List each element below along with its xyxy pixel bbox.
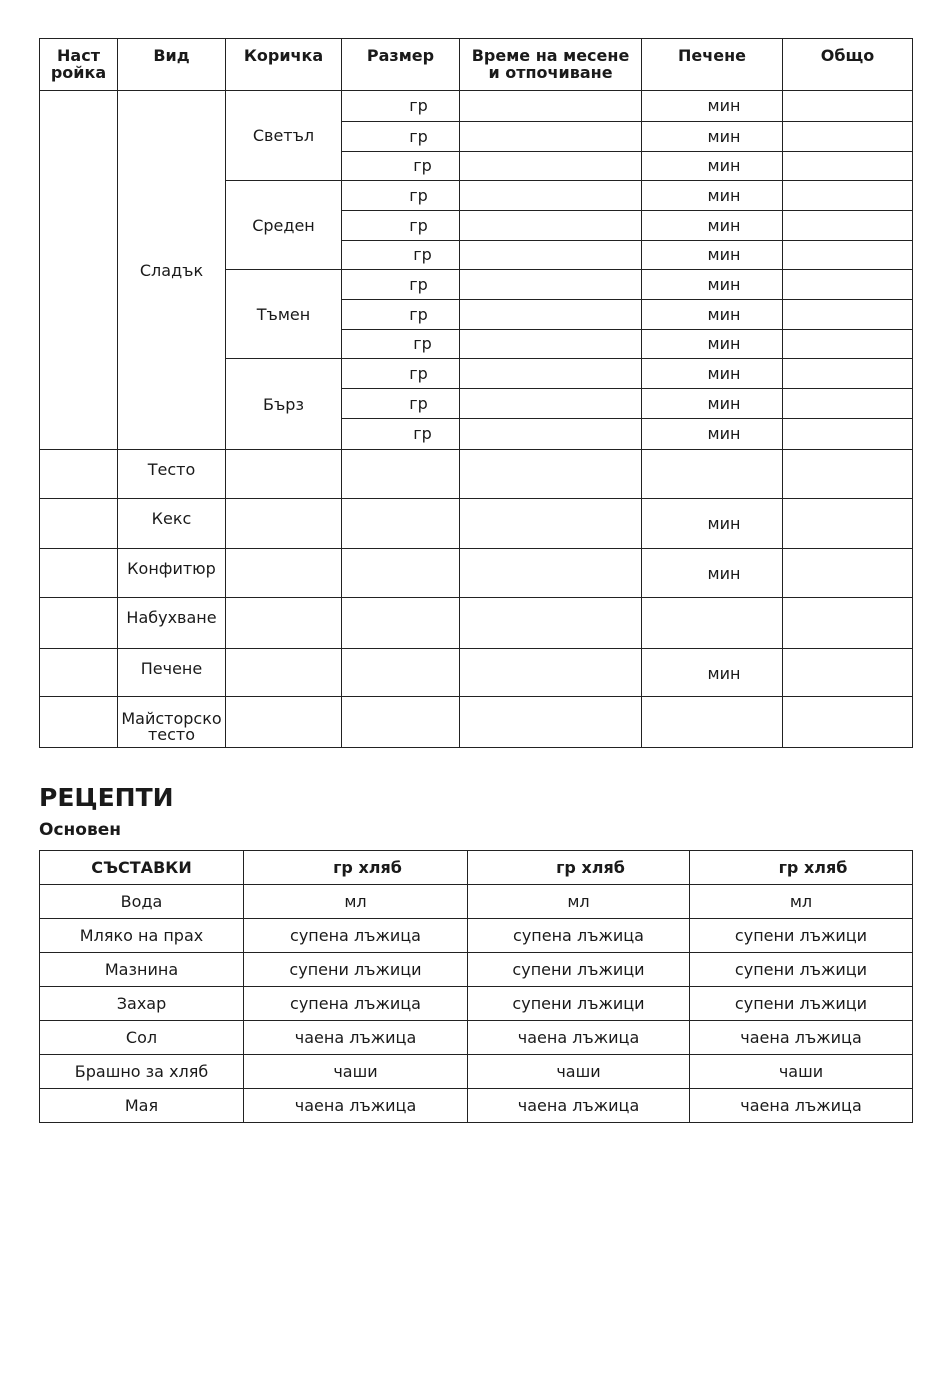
- program-row: [40, 499, 913, 549]
- recipe-row: [40, 1021, 913, 1055]
- knead-rest-cell: [460, 649, 642, 697]
- knead-rest-cell: [460, 359, 642, 389]
- type-cell: Сладък: [118, 91, 226, 450]
- ingredient-amount: супени лъжици: [244, 953, 468, 987]
- total-cell: [783, 270, 913, 300]
- bake-cell: [642, 450, 783, 499]
- ingredient-amount: мл: [468, 885, 690, 919]
- ingredient-amount: супени лъжици: [468, 953, 690, 987]
- header-total: Общо: [783, 39, 913, 91]
- size-unit: гр: [409, 304, 428, 324]
- ingredient-name: Сол: [40, 1021, 244, 1055]
- ingredient-amount: чаена лъжица: [244, 1089, 468, 1123]
- bake-cell: [642, 91, 783, 122]
- header-bake: Печене: [642, 39, 783, 91]
- total-cell: [783, 211, 913, 241]
- total-cell: [783, 598, 913, 649]
- program-row: [40, 598, 913, 649]
- ingredient-amount: супена лъжица: [244, 987, 468, 1021]
- program-type: Тесто: [118, 450, 226, 499]
- size-unit: гр: [413, 245, 432, 264]
- knead-rest-cell: [460, 270, 642, 300]
- knead-rest-cell: [460, 499, 642, 549]
- size-cell: [342, 389, 460, 419]
- ingredient-amount: супена лъжица: [244, 919, 468, 953]
- crust-cell: [226, 697, 342, 748]
- program-type: Набухване: [118, 598, 226, 649]
- total-cell: [783, 450, 913, 499]
- bake-cell: [642, 549, 783, 598]
- bake-unit: мин: [707, 424, 741, 443]
- total-cell: [783, 389, 913, 419]
- program-row: [40, 549, 913, 598]
- bake-unit: мин: [707, 363, 741, 383]
- knead-rest-cell: [460, 91, 642, 122]
- size-unit: гр: [409, 215, 428, 235]
- program-type: Конфитюр: [118, 549, 226, 598]
- program-type: Печене: [118, 649, 226, 697]
- size-cell: [342, 649, 460, 697]
- knead-rest-cell: [460, 450, 642, 499]
- size-cell: [342, 330, 460, 359]
- size-cell: [342, 181, 460, 211]
- recipes-table: [39, 850, 913, 1123]
- total-cell: [783, 241, 913, 270]
- size-unit: гр: [413, 424, 432, 443]
- knead-rest-cell: [460, 598, 642, 649]
- knead-rest-cell: [460, 211, 642, 241]
- size-cell: [342, 598, 460, 649]
- recipes-subtitle: Основен: [39, 820, 121, 840]
- size-unit: гр: [413, 334, 432, 353]
- size-unit: гр: [409, 363, 428, 383]
- ingredient-name: Захар: [40, 987, 244, 1021]
- total-cell: [783, 697, 913, 748]
- recipe-row: [40, 885, 913, 919]
- bake-cell: [642, 419, 783, 450]
- knead-rest-cell: [460, 181, 642, 211]
- recipe-row: [40, 919, 913, 953]
- recipe-row: [40, 1055, 913, 1089]
- program-type: Кекс: [118, 499, 226, 549]
- knead-rest-cell: [460, 419, 642, 450]
- size-cell: [342, 697, 460, 748]
- setting-cell: [40, 450, 118, 499]
- size-cell: [342, 122, 460, 152]
- bake-cell: [642, 152, 783, 181]
- ingredient-amount: чаена лъжица: [690, 1089, 913, 1123]
- knead-rest-cell: [460, 389, 642, 419]
- program-row: [40, 697, 913, 748]
- total-cell: [783, 330, 913, 359]
- header-bread-size-2: гр хляб: [468, 851, 690, 885]
- ingredient-amount: чаши: [468, 1055, 690, 1089]
- bake-unit: мин: [707, 334, 741, 353]
- knead-rest-cell: [460, 122, 642, 152]
- recipe-row: [40, 987, 913, 1021]
- size-cell: [342, 211, 460, 241]
- total-cell: [783, 122, 913, 152]
- size-cell: [342, 270, 460, 300]
- knead-rest-cell: [460, 241, 642, 270]
- header-setting: Наст ройка: [40, 39, 118, 91]
- bake-unit: мин: [707, 156, 741, 175]
- knead-rest-cell: [460, 330, 642, 359]
- header-size: Размер: [342, 39, 460, 91]
- size-unit: гр: [409, 393, 428, 413]
- bake-unit: мин: [707, 215, 741, 235]
- ingredient-amount: супена лъжица: [468, 919, 690, 953]
- size-unit: гр: [409, 185, 428, 205]
- size-cell: [342, 300, 460, 330]
- bake-unit: мин: [707, 96, 741, 115]
- setting-cell: [40, 598, 118, 649]
- program-row: [40, 649, 913, 697]
- ingredient-amount: чаена лъжица: [468, 1089, 690, 1123]
- ingredient-amount: чаена лъжица: [690, 1021, 913, 1055]
- ingredient-amount: мл: [244, 885, 468, 919]
- settings-header-row: [40, 39, 913, 91]
- ingredient-amount: супени лъжици: [690, 953, 913, 987]
- bake-cell: [642, 211, 783, 241]
- recipe-row: [40, 1089, 913, 1123]
- crust-cell: Бърз: [226, 359, 342, 450]
- header-type: Вид: [118, 39, 226, 91]
- crust-cell: [226, 549, 342, 598]
- bake-unit: мин: [707, 245, 741, 264]
- crust-cell: Светъл: [226, 91, 342, 181]
- header-knead-rest-time: Време на месене и отпочиване: [460, 39, 642, 91]
- recipes-title: РЕЦЕПТИ: [39, 783, 174, 812]
- total-cell: [783, 359, 913, 389]
- total-cell: [783, 649, 913, 697]
- bake-unit: мин: [707, 274, 741, 294]
- ingredient-name: Мляко на прах: [40, 919, 244, 953]
- bake-cell: [642, 241, 783, 270]
- crust-cell: Среден: [226, 181, 342, 270]
- ingredient-amount: супени лъжици: [690, 987, 913, 1021]
- bake-cell: [642, 270, 783, 300]
- knead-rest-cell: [460, 697, 642, 748]
- knead-rest-cell: [460, 300, 642, 330]
- crust-cell: [226, 499, 342, 549]
- recipes-header-row: [40, 851, 913, 885]
- size-unit: гр: [409, 126, 428, 146]
- total-cell: [783, 549, 913, 598]
- size-cell: [342, 152, 460, 181]
- ingredient-amount: супени лъжици: [468, 987, 690, 1021]
- size-unit: гр: [409, 96, 428, 115]
- other-programs-section: [40, 450, 913, 748]
- bake-cell: [642, 359, 783, 389]
- setting-cell: [40, 499, 118, 549]
- size-cell: [342, 241, 460, 270]
- ingredient-name: Вода: [40, 885, 244, 919]
- settings-table: [39, 38, 913, 748]
- header-bread-size-3: гр хляб: [690, 851, 913, 885]
- crust-cell: Тъмен: [226, 270, 342, 359]
- bake-cell: [642, 300, 783, 330]
- size-cell: [342, 419, 460, 450]
- knead-rest-cell: [460, 549, 642, 598]
- total-cell: [783, 419, 913, 450]
- bake-unit: мин: [707, 393, 741, 413]
- bake-cell: [642, 598, 783, 649]
- setting-cell: [40, 697, 118, 748]
- header-crust: Коричка: [226, 39, 342, 91]
- setting-cell: [40, 549, 118, 598]
- setting-cell: [40, 91, 118, 450]
- size-unit: гр: [409, 274, 428, 294]
- header-ingredients: СЪСТАВКИ: [40, 851, 244, 885]
- bake-cell: [642, 697, 783, 748]
- total-cell: [783, 181, 913, 211]
- bake-unit: мин: [707, 514, 741, 533]
- sweet-section: [40, 91, 913, 450]
- crust-cell: [226, 649, 342, 697]
- bake-unit: мин: [707, 564, 741, 583]
- total-cell: [783, 300, 913, 330]
- ingredient-amount: мл: [690, 885, 913, 919]
- size-cell: [342, 499, 460, 549]
- bake-cell: [642, 181, 783, 211]
- ingredient-amount: чаена лъжица: [468, 1021, 690, 1055]
- bake-cell: [642, 389, 783, 419]
- program-type: Майсторско тесто: [118, 697, 226, 748]
- ingredient-amount: супени лъжици: [690, 919, 913, 953]
- size-cell: [342, 450, 460, 499]
- header-bread-size-1: гр хляб: [244, 851, 468, 885]
- size-cell: [342, 359, 460, 389]
- recipe-row: [40, 953, 913, 987]
- bake-unit: мин: [707, 126, 741, 146]
- program-row: [40, 450, 913, 499]
- size-unit: гр: [413, 156, 432, 175]
- ingredient-amount: чаши: [244, 1055, 468, 1089]
- bake-cell: [642, 330, 783, 359]
- size-cell: [342, 91, 460, 122]
- bake-unit: мин: [707, 304, 741, 324]
- ingredient-name: Брашно за хляб: [40, 1055, 244, 1089]
- knead-rest-cell: [460, 152, 642, 181]
- bake-unit: мин: [707, 185, 741, 205]
- crust-cell: [226, 598, 342, 649]
- total-cell: [783, 152, 913, 181]
- total-cell: [783, 91, 913, 122]
- bake-cell: [642, 649, 783, 697]
- size-cell: [342, 549, 460, 598]
- ingredient-amount: чаена лъжица: [244, 1021, 468, 1055]
- ingredient-name: Мая: [40, 1089, 244, 1123]
- ingredient-amount: чаши: [690, 1055, 913, 1089]
- bake-cell: [642, 122, 783, 152]
- crust-cell: [226, 450, 342, 499]
- setting-cell: [40, 649, 118, 697]
- total-cell: [783, 499, 913, 549]
- sweet-row: [40, 91, 913, 122]
- bake-cell: [642, 499, 783, 549]
- bake-unit: мин: [707, 664, 741, 683]
- ingredient-name: Мазнина: [40, 953, 244, 987]
